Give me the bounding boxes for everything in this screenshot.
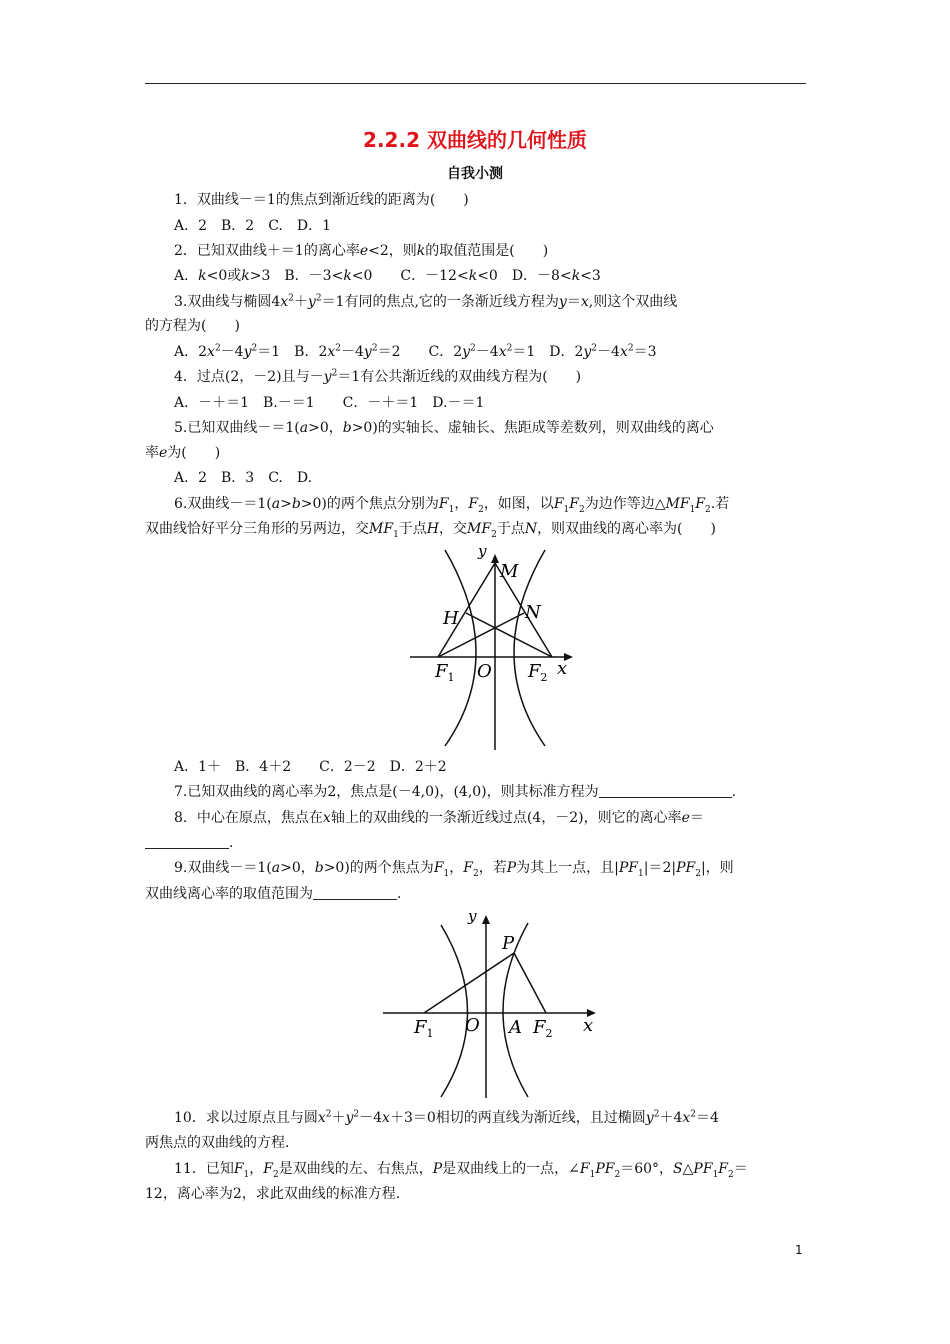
question-3-stem-line1: 3.双曲线与椭圆$4x^2+y^2=1$有同的焦点,它的一条渐近线方程为y＝x,则这个双曲线 [174, 293, 678, 310]
section-subtitle: 自我小测 [447, 166, 503, 182]
question-5-options: A．2 B．3 C. D. [174, 470, 313, 486]
fig1-label-m: M [500, 561, 519, 582]
question-8-stem-line1: 8．中心在原点，焦点在x轴上的双曲线的一条渐近线过点(4，－2)，则它的离心率e＝ [174, 810, 704, 826]
question-6-stem-line2: 双曲线恰好平分三角形的另两边，交$MF_1$于点H，交$MF_2$于点N，则双曲线的离心率为( ) [145, 521, 716, 540]
question-3-stem-line2: 的方程为( ) [145, 318, 240, 334]
figure-1-hyperbola-triangle [405, 540, 585, 755]
fig2-label-p: P [502, 933, 515, 954]
question-4-stem: 4．过点(2，－2)且与$-y^2=1$有公共渐近线的双曲线方程为( ) [174, 368, 582, 385]
question-5-stem-line2: 率e为( ) [145, 445, 221, 461]
fig1-label-x: x [557, 658, 568, 679]
fig2-line-pf1 [424, 953, 514, 1013]
question-6-stem-line1: 6.双曲线－＝1(a>b>0)的两个焦点分别为$F_1$，$F_2$，如图，以$F_1F_2$为边作等边$\triangle MF_1F_2$.若 [174, 496, 730, 515]
page-title: 2.2.2 双曲线的几何性质 [363, 128, 587, 152]
question-1-stem: 1．双曲线－＝1的焦点到渐近线的距离为( ) [174, 192, 469, 208]
fig1-label-n: N [525, 602, 541, 623]
question-10-stem-line2: 两焦点的双曲线的方程. [145, 1135, 290, 1151]
fig2-y-arrow [482, 915, 490, 924]
question-7-stem: 7.已知双曲线的离心率为2，焦点是(－4,0)，(4,0)，则其标准方程为 . [174, 784, 737, 800]
question-11-stem-line1: 11．已知$F_1$，$F_2$是双曲线的左、右焦点，P是双曲线上的一点，$\angle F_1PF_2=60^\circ$，$S\triangle PF_1F_2=$ [174, 1161, 748, 1180]
fig2-hyperbola-left-branch [441, 925, 468, 1097]
question-8-stem-line2: . [145, 833, 810, 853]
figure-2-hyperbola-point [378, 905, 603, 1100]
fig1-label-h: H [443, 608, 459, 629]
fig1-hyperbola-left-branch [445, 550, 476, 746]
question-9-answer-blank[interactable] [313, 885, 397, 900]
header-rule [145, 83, 806, 84]
page-number: 1 [795, 1243, 803, 1257]
fig1-label-f1: $F_1$ [435, 661, 455, 684]
question-10-stem-line1: 10．求以过原点且与圆$x^2+y^2-4x+3=0$相切的两直线为渐近线，且过椭圆$y^2+4x^2=4$ [174, 1109, 719, 1126]
fig1-label-f2: $F_2$ [528, 661, 548, 684]
fig1-y-arrow [491, 554, 499, 563]
question-8-answer-blank[interactable] [145, 834, 229, 849]
fig2-label-f2: $F_2$ [533, 1017, 553, 1040]
fig2-label-y: y [468, 907, 477, 925]
question-2-stem: 2．已知双曲线＋＝1的离心率e<2，则k的取值范围是( ) [174, 243, 549, 259]
fig1-hyperbola-right-branch [514, 550, 545, 746]
fig1-label-origin: O [477, 661, 492, 682]
question-1-options: A．2 B．2 C. D．1 [174, 218, 332, 234]
question-9-stem-line1: 9.双曲线－＝1(a>0，b>0)的两个焦点为$F_1$，$F_2$，若P为其上一点，且$|PF_1|=2|PF_2|$，则 [174, 860, 734, 879]
fig1-label-y: y [478, 542, 487, 560]
fig2-line-pf2 [514, 953, 546, 1013]
question-2-options: A．k<0或k>3 B．－3<k<0 C．－12<k<0 D．－8<k<3 [174, 268, 601, 284]
question-4-options: A．－＋＝1 B.－＝1 C．－＋＝1 D.－＝1 [174, 395, 485, 411]
question-6-options: A．1＋ B．4＋2 C．2－2 D．2＋2 [174, 759, 447, 775]
question-7-answer-blank[interactable] [599, 783, 732, 798]
fig2-label-origin: O [465, 1015, 480, 1036]
question-9-stem-line2: 双曲线离心率的取值范围为 . [145, 886, 402, 902]
question-3-options: A．$2x^2-4y^2=1$ B．$2x^2-4y^2=2$ C．$2y^2-4x^2=1$ D．$2y^2-4x^2=3$ [174, 343, 657, 360]
fig2-label-f1: $F_1$ [414, 1017, 434, 1040]
question-11-stem-line2: 12，离心率为2，求此双曲线的标准方程. [145, 1186, 401, 1202]
question-5-stem-line1: 5.已知双曲线－＝1(a>0，b>0)的实轴长、虚轴长、焦距成等差数列，则双曲线的离心 [174, 420, 714, 436]
fig2-label-x: x [583, 1015, 594, 1036]
fig2-label-a: A [509, 1017, 522, 1038]
